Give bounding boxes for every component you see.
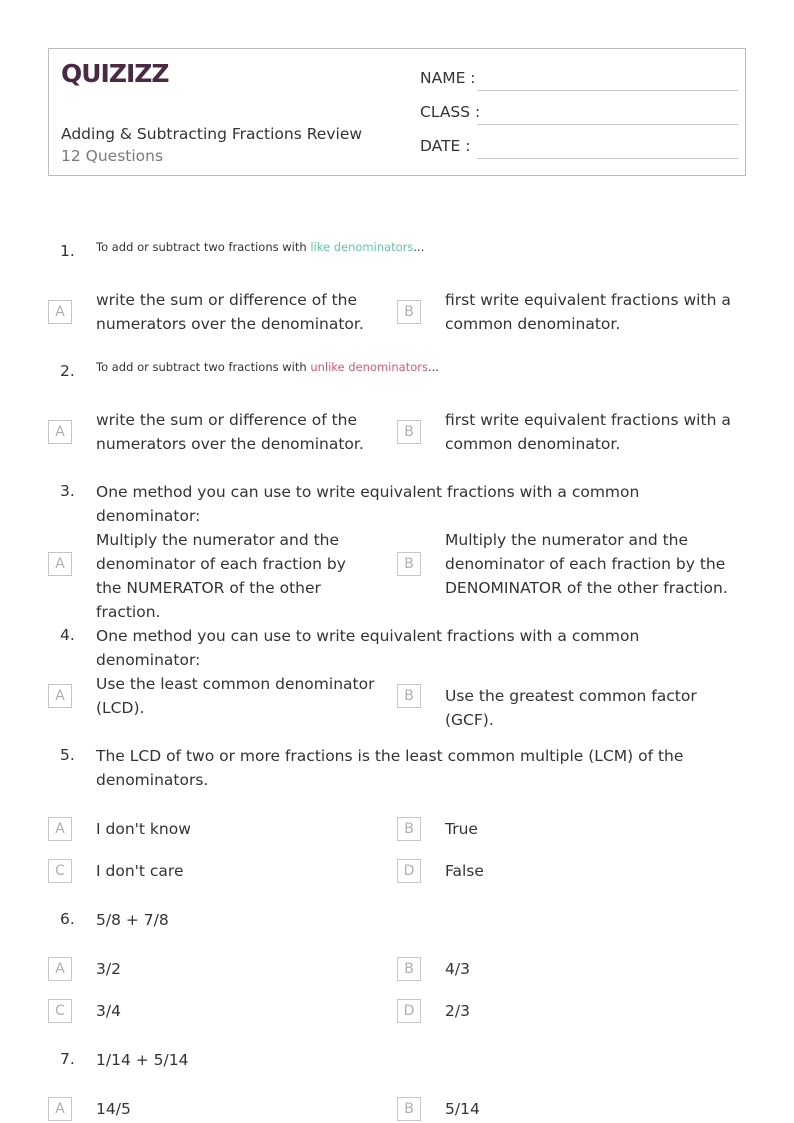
worksheet-header [48, 48, 746, 176]
option-a-text: Use the least common denominator (LCD). [96, 675, 375, 717]
worksheet-title: Adding & Subtracting Fractions Review [61, 125, 363, 143]
option-d-box[interactable]: D [397, 999, 421, 1023]
date-line[interactable] [477, 158, 738, 159]
option-b-text: first write equivalent fractions with a common denominator. [445, 411, 731, 453]
question-text: One method you can use to write equivalent fractions with a common denominator: [96, 627, 640, 669]
question-text: The LCD of two or more fractions is the least common multiple (LCM) of the denominators. [96, 747, 684, 789]
question-prefix: To add or subtract two fractions with [96, 240, 311, 254]
option-a-text: write the sum or difference of the numerators over the denominator. [96, 411, 364, 453]
option-a-box[interactable]: A [48, 552, 72, 576]
option-d-box[interactable]: D [397, 859, 421, 883]
class-line[interactable] [477, 124, 738, 125]
option-c-box[interactable]: C [48, 999, 72, 1023]
option-b-box[interactable]: B [397, 1097, 421, 1121]
option-a-text: Multiply the numerator and the denominator of each fraction by the NUMERATOR of the other fraction. [96, 531, 346, 621]
question-number: 3. [60, 482, 75, 500]
quizizz-logo: QUIZIZZ [61, 59, 169, 88]
option-a-box[interactable]: A [48, 957, 72, 981]
option-b-text: Multiply the numerator and the denominator of each fraction by the DENOMINATOR of the other fraction. [445, 531, 728, 597]
class-field[interactable] [420, 99, 738, 125]
option-b-box[interactable]: B [397, 300, 421, 324]
option-b-box[interactable]: B [397, 817, 421, 841]
option-d-text: False [445, 862, 484, 880]
question-text: 1/14 + 5/14 [96, 1051, 189, 1069]
name-label: NAME : [420, 69, 476, 87]
option-a-text: 3/2 [96, 960, 121, 978]
option-a-box[interactable]: A [48, 300, 72, 324]
name-field[interactable] [420, 65, 738, 91]
option-a-text: 14/5 [96, 1100, 131, 1118]
option-a-text: write the sum or difference of the numerators over the denominator. [96, 291, 364, 333]
option-b-box[interactable]: B [397, 684, 421, 708]
question-prefix: To add or subtract two fractions with [96, 360, 311, 374]
question-count: 12 Questions [61, 147, 164, 165]
question-text [96, 359, 736, 375]
option-b-box[interactable]: B [397, 552, 421, 576]
name-line[interactable] [477, 90, 738, 91]
question-text [96, 239, 736, 255]
question-text: One method you can use to write equivalent fractions with a common denominator: [96, 483, 640, 525]
option-a-box[interactable]: A [48, 420, 72, 444]
question-number: 5. [60, 746, 75, 764]
question-highlight: like denominators [310, 240, 414, 254]
question-number: 2. [60, 362, 75, 380]
option-a-text: I don't know [96, 820, 191, 838]
option-c-text: I don't care [96, 862, 184, 880]
option-a-box[interactable]: A [48, 684, 72, 708]
question-highlight: unlike denominators [310, 360, 428, 374]
option-b-box[interactable]: B [397, 957, 421, 981]
option-a-box[interactable]: A [48, 1097, 72, 1121]
date-field[interactable] [420, 133, 738, 159]
option-c-text: 3/4 [96, 1002, 121, 1020]
option-b-text: first write equivalent fractions with a common denominator. [445, 291, 731, 333]
class-label: CLASS : [420, 103, 481, 121]
option-b-box[interactable]: B [397, 420, 421, 444]
option-c-box[interactable]: C [48, 859, 72, 883]
option-b-text: True [445, 820, 478, 838]
option-d-text: 2/3 [445, 1002, 470, 1020]
question-number: 1. [60, 242, 75, 260]
option-b-text: Use the greatest common factor (GCF). [445, 687, 697, 729]
question-number: 4. [60, 626, 75, 644]
question-text: 5/8 + 7/8 [96, 911, 169, 929]
question-number: 7. [60, 1050, 75, 1068]
option-b-text: 4/3 [445, 960, 470, 978]
question-number: 6. [60, 910, 75, 928]
question-suffix: ... [413, 240, 425, 254]
option-b-text: 5/14 [445, 1100, 480, 1118]
date-label: DATE : [420, 137, 471, 155]
option-a-box[interactable]: A [48, 817, 72, 841]
question-suffix: ... [427, 360, 439, 374]
